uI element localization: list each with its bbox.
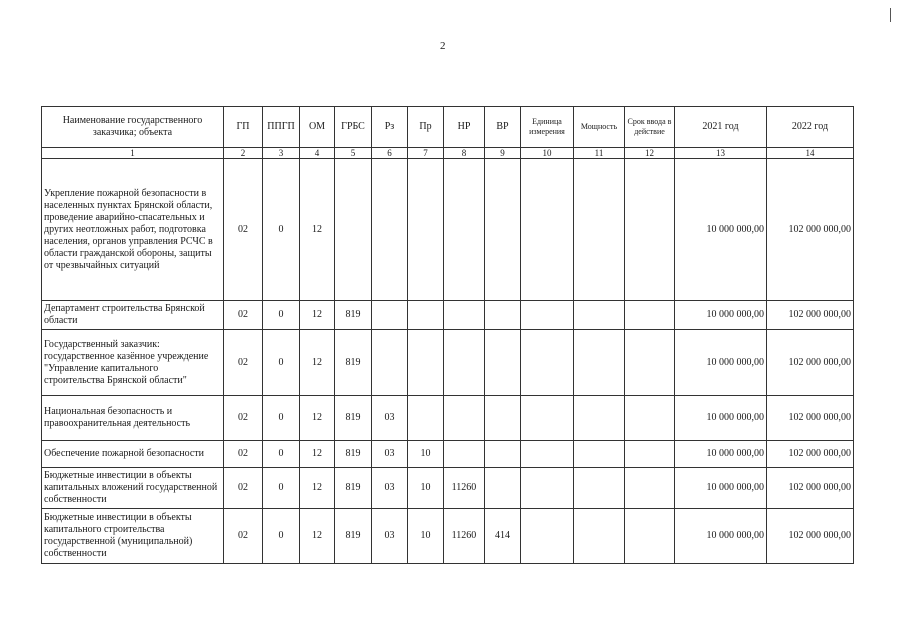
table-cell — [485, 396, 521, 441]
table-cell — [444, 301, 485, 330]
table-cell: 0 — [263, 330, 300, 396]
table-cell — [521, 159, 574, 301]
table-cell: 02 — [224, 468, 263, 509]
page-number: 2 — [440, 40, 446, 52]
row-name-cell: Укрепление пожарной безопасности в населенных пунктах Брянской области, проведение аварийно-спасательных и других неотложных работ, подготовка населения, органов управления РСЧС в области гражданской обороны, защиты от чрезвычайных ситуаций — [42, 159, 224, 301]
table-cell — [625, 468, 675, 509]
table-cell — [574, 301, 625, 330]
table-cell: 10 000 000,00 — [675, 396, 767, 441]
table-cell — [372, 301, 408, 330]
column-number: 10 — [521, 148, 574, 159]
header-cell: ППГП — [263, 107, 300, 148]
column-number: 5 — [335, 148, 372, 159]
table-cell — [574, 468, 625, 509]
table-cell: 02 — [224, 441, 263, 468]
table-cell — [485, 468, 521, 509]
table-cell: 12 — [300, 441, 335, 468]
table-cell — [521, 468, 574, 509]
table-cell: 10 — [408, 509, 444, 564]
table-cell: 102 000 000,00 — [767, 468, 854, 509]
table-cell — [574, 159, 625, 301]
table-cell — [408, 301, 444, 330]
table-cell: 10 000 000,00 — [675, 468, 767, 509]
table-cell: 10 000 000,00 — [675, 159, 767, 301]
header-cell: ГРБС — [335, 107, 372, 148]
table-cell — [625, 396, 675, 441]
row-name-cell: Национальная безопасность и правоохранительная деятельность — [42, 396, 224, 441]
header-cell: Мощность — [574, 107, 625, 148]
table-row — [42, 330, 854, 396]
table-cell: 102 000 000,00 — [767, 330, 854, 396]
header-cell: 2021 год — [675, 107, 767, 148]
table-cell: 02 — [224, 330, 263, 396]
row-name-cell: Обеспечение пожарной безопасности — [42, 441, 224, 468]
table-cell: 03 — [372, 468, 408, 509]
table-cell — [335, 159, 372, 301]
table-cell: 819 — [335, 441, 372, 468]
table-cell — [625, 159, 675, 301]
table-cell: 10 000 000,00 — [675, 330, 767, 396]
column-number: 8 — [444, 148, 485, 159]
table-cell: 102 000 000,00 — [767, 159, 854, 301]
header-row — [42, 107, 854, 148]
table-cell — [485, 159, 521, 301]
table-cell: 02 — [224, 301, 263, 330]
table-cell: 102 000 000,00 — [767, 509, 854, 564]
table-cell: 819 — [335, 301, 372, 330]
table-cell — [625, 441, 675, 468]
table-cell — [625, 301, 675, 330]
header-cell: Единица измерения — [521, 107, 574, 148]
column-number: 14 — [767, 148, 854, 159]
table-cell: 102 000 000,00 — [767, 301, 854, 330]
row-name-cell: Департамент строительства Брянской области — [42, 301, 224, 330]
table-cell: 02 — [224, 396, 263, 441]
table-row — [42, 301, 854, 330]
table-cell: 12 — [300, 330, 335, 396]
table-cell: 12 — [300, 301, 335, 330]
header-cell: ОМ — [300, 107, 335, 148]
table-cell: 11260 — [444, 509, 485, 564]
table-cell: 12 — [300, 159, 335, 301]
table-cell: 102 000 000,00 — [767, 441, 854, 468]
table-row — [42, 441, 854, 468]
column-number: 9 — [485, 148, 521, 159]
table-cell — [372, 330, 408, 396]
table-cell — [485, 330, 521, 396]
table-cell: 0 — [263, 159, 300, 301]
table-cell: 12 — [300, 468, 335, 509]
table-cell: 102 000 000,00 — [767, 396, 854, 441]
table-cell — [574, 441, 625, 468]
table-cell: 10 — [408, 441, 444, 468]
table-cell — [444, 159, 485, 301]
table-cell — [521, 301, 574, 330]
header-cell: Рз — [372, 107, 408, 148]
table-row — [42, 159, 854, 301]
table-cell: 03 — [372, 441, 408, 468]
table-cell — [521, 441, 574, 468]
table-cell: 0 — [263, 396, 300, 441]
row-name-cell: Бюджетные инвестиции в объекты капитального строительства государственной (муниципальной) собственности — [42, 509, 224, 564]
table-cell: 819 — [335, 330, 372, 396]
header-cell: Пр — [408, 107, 444, 148]
table-cell — [574, 509, 625, 564]
table-cell — [372, 159, 408, 301]
table-cell — [521, 509, 574, 564]
table-cell: 03 — [372, 396, 408, 441]
table-cell — [521, 330, 574, 396]
column-number: 4 — [300, 148, 335, 159]
table-cell: 11260 — [444, 468, 485, 509]
table-cell: 02 — [224, 159, 263, 301]
header-cell: 2022 год — [767, 107, 854, 148]
column-number-row — [42, 148, 854, 159]
table-row — [42, 509, 854, 564]
table-cell — [574, 396, 625, 441]
column-number: 1 — [42, 148, 224, 159]
header-cell: НР — [444, 107, 485, 148]
header-cell: ГП — [224, 107, 263, 148]
table-cell: 819 — [335, 509, 372, 564]
table-cell — [485, 301, 521, 330]
table-cell — [444, 441, 485, 468]
table-cell — [625, 330, 675, 396]
table-cell — [444, 330, 485, 396]
row-name-cell: Бюджетные инвестиции в объекты капитальных вложений государственной собственности — [42, 468, 224, 509]
column-number: 13 — [675, 148, 767, 159]
column-number: 12 — [625, 148, 675, 159]
table-cell: 10 000 000,00 — [675, 509, 767, 564]
table-cell — [444, 396, 485, 441]
column-number: 3 — [263, 148, 300, 159]
table-cell — [625, 509, 675, 564]
column-number: 2 — [224, 148, 263, 159]
budget-table — [41, 106, 854, 564]
table-cell: 414 — [485, 509, 521, 564]
table-cell — [485, 441, 521, 468]
header-cell: Наименование государственного заказчика; объекта — [42, 107, 224, 148]
table-cell: 0 — [263, 468, 300, 509]
table-cell: 12 — [300, 396, 335, 441]
column-number: 6 — [372, 148, 408, 159]
table-cell: 0 — [263, 441, 300, 468]
table-cell: 819 — [335, 396, 372, 441]
table-cell: 0 — [263, 301, 300, 330]
table-cell: 10 000 000,00 — [675, 301, 767, 330]
table-cell — [408, 330, 444, 396]
table-cell: 10 — [408, 468, 444, 509]
table-cell: 10 000 000,00 — [675, 441, 767, 468]
table-cell: 819 — [335, 468, 372, 509]
table-cell: 03 — [372, 509, 408, 564]
table-cell: 12 — [300, 509, 335, 564]
table-row — [42, 396, 854, 441]
header-cell: Срок ввода в действие — [625, 107, 675, 148]
table-cell — [521, 396, 574, 441]
column-number: 11 — [574, 148, 625, 159]
table-cell: 02 — [224, 509, 263, 564]
row-name-cell: Государственный заказчик: государственное казённое учреждение "Управление капитального строительства Брянской области" — [42, 330, 224, 396]
table-row — [42, 468, 854, 509]
table-cell — [408, 159, 444, 301]
table-cell — [574, 330, 625, 396]
table-cell — [408, 396, 444, 441]
column-number: 7 — [408, 148, 444, 159]
edge-mark — [890, 8, 891, 22]
table-cell: 0 — [263, 509, 300, 564]
header-cell: ВР — [485, 107, 521, 148]
